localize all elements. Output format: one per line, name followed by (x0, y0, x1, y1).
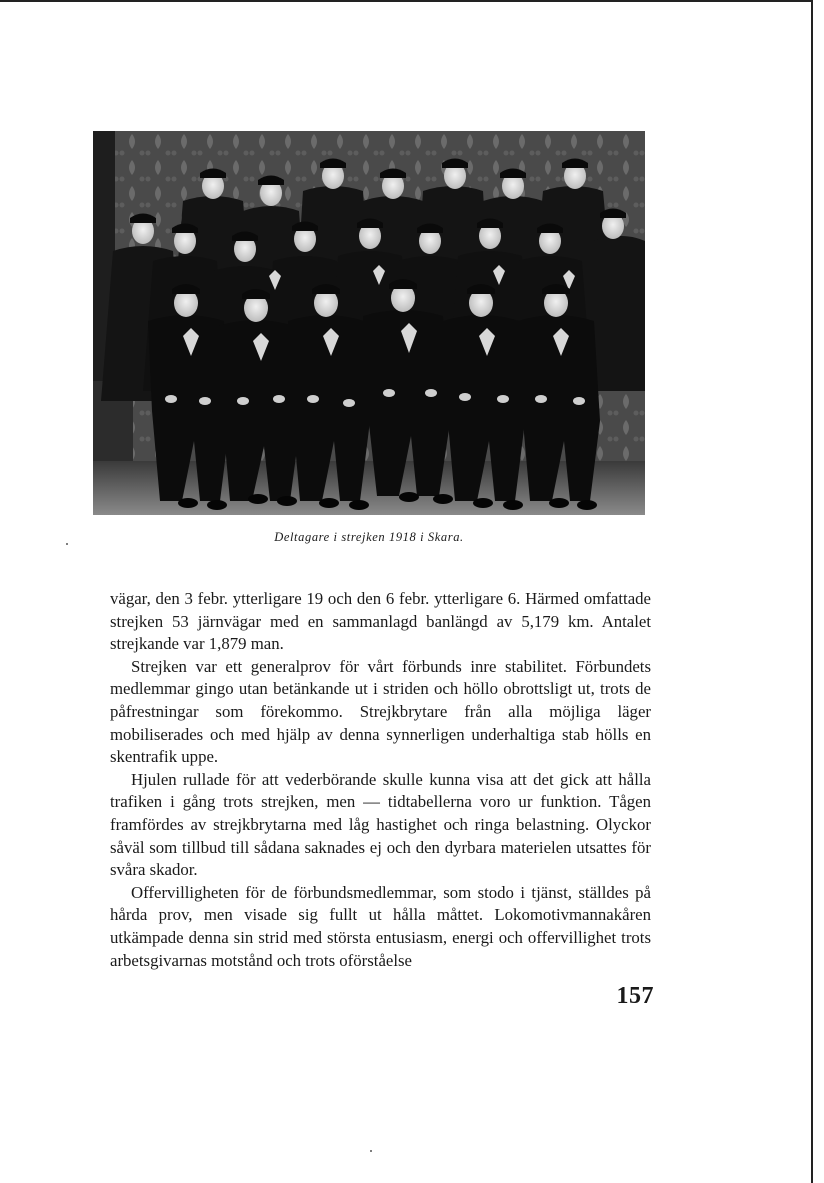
paragraph: vägar, den 3 febr. ytterligare 19 och den 6 febr. ytterligare 6. Härmed omfattade strejken 53 järnvägar med en sammanlagd banlängd av 5,179 km. Antalet strejkande var 1,879 man. (110, 589, 651, 654)
body-text (110, 588, 651, 972)
page-border-top (0, 0, 812, 2)
print-speck (66, 543, 68, 545)
page-border-right (811, 0, 813, 1183)
print-speck (370, 1150, 372, 1152)
group-photograph (93, 131, 645, 515)
paragraph: Strejken var ett generalprov för vårt förbunds inre stabilitet. Förbundets medlemmar gingo utan betänkande ut i striden och höllo obrottsligt ut, trots de påfrestningar som förekommo. Strejkbrytare från alla möjliga läger mobiliserades och med hjälp av denna synnerligen underhaltiga stab hölls en skentrafik uppe. (110, 656, 651, 767)
paragraph: Offervilligheten för de förbundsmedlemmar, som stodo i tjänst, ställdes på hårda prov, men visade sig fullt ut hålla måttet. Lokomotivmannakåren utkämpade denna sin strid med största entusiasm, energi och offervillighet trots arbetsgivarnas motstånd och trots oförståelse (110, 882, 651, 970)
page-number: 157 (616, 983, 654, 1009)
photo-caption: Deltagare i strejken 1918 i Skara. (274, 530, 464, 544)
paragraph: Hjulen rullade för att vederbörande skulle kunna visa att det gick att hålla trafiken i gång trots strejken, men — tidtabellerna voro ur funktion. Tågen framfördes av strejkbrytarna med låg hastighet och ringa belastning. Olyckor såväl som tillbud till sådana saknades ej och den dyrbara materielen utsattes för svåra skador. (110, 769, 651, 880)
